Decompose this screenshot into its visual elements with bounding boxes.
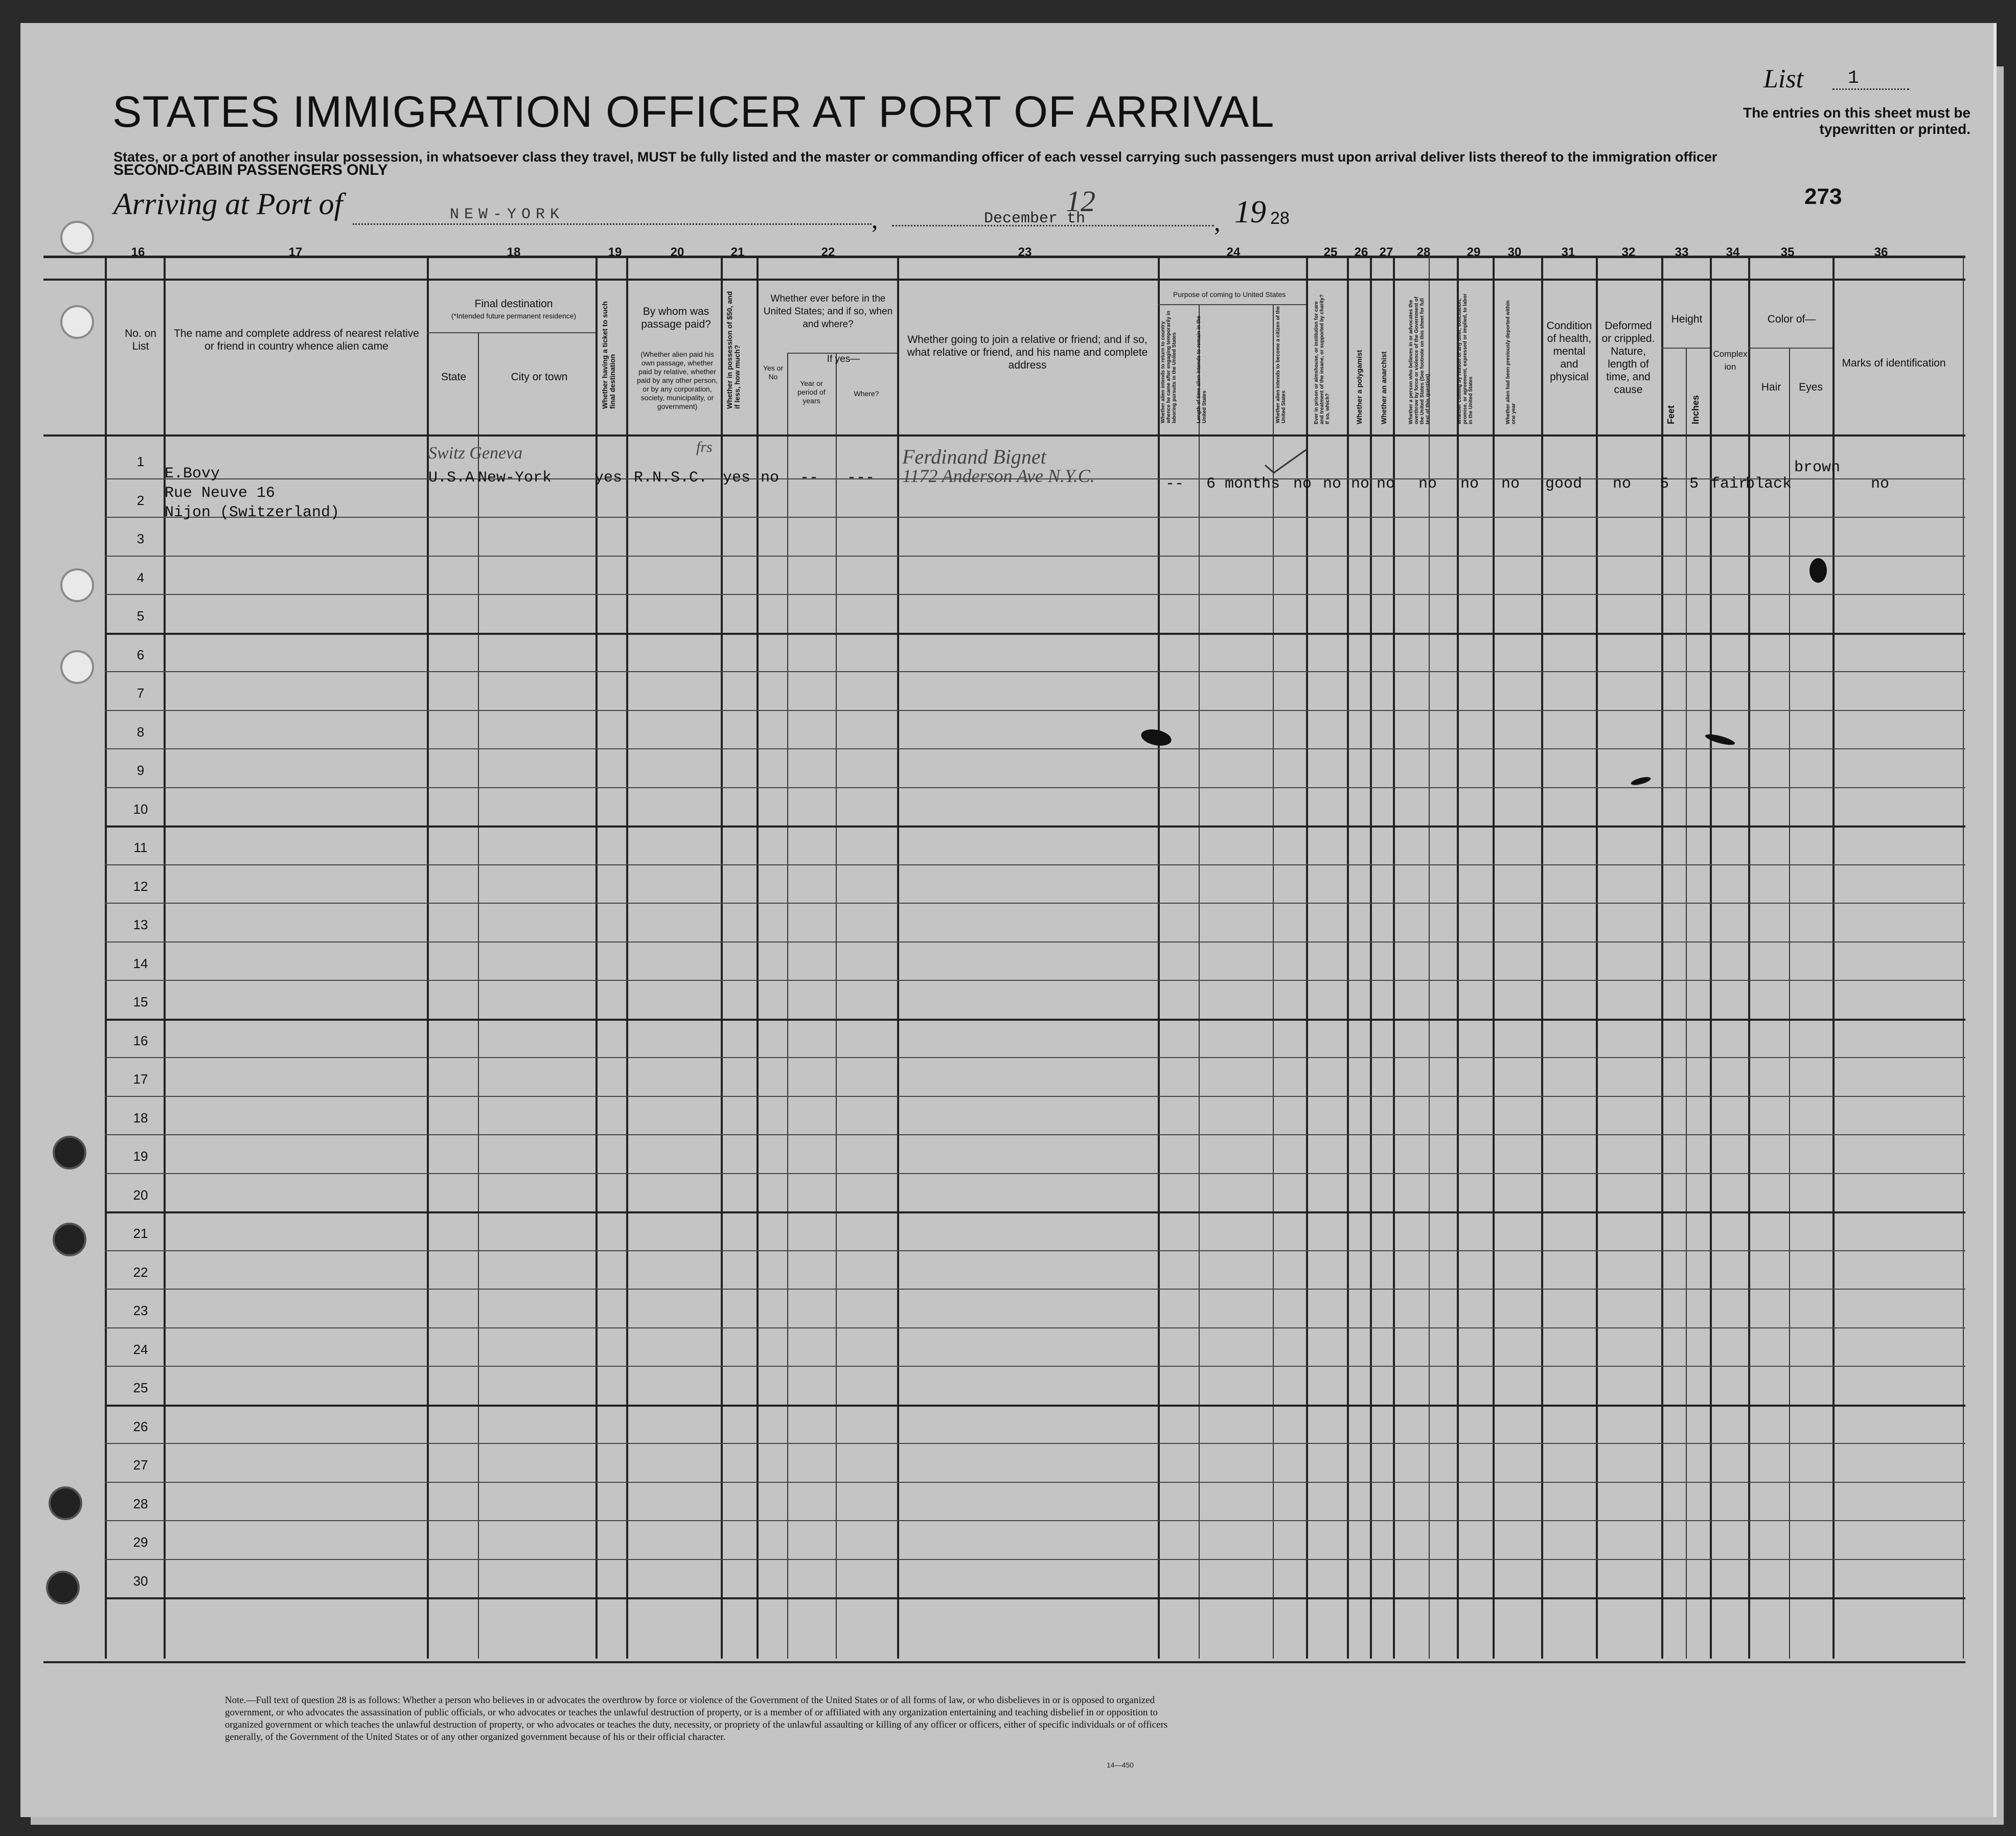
- header-inches: Inches: [1690, 395, 1701, 424]
- entry-money-handwritten: frs: [696, 439, 713, 455]
- row-number: 22: [133, 1265, 148, 1280]
- column-number: 32: [1621, 245, 1636, 259]
- header-deformed: Deformed or crippled. Nature, length of time, and cause: [1601, 320, 1655, 396]
- row-number: 23: [133, 1303, 148, 1318]
- column-rule: [1661, 256, 1663, 1659]
- row-rule: [105, 980, 1965, 981]
- row-number: 18: [133, 1110, 148, 1126]
- entry-complexion: fair: [1711, 475, 1748, 493]
- header-possession-50: Whether in possession of $50, and if less, how much?: [725, 291, 741, 409]
- column-rule: [721, 256, 723, 1659]
- entry-address-line-1: Rue Neuve 16: [165, 485, 276, 502]
- form-title: STATES IMMIGRATION OFFICER AT PORT OF ARRIVAL: [112, 87, 1275, 136]
- row-number: 21: [133, 1226, 148, 1241]
- comma: ,: [872, 205, 878, 234]
- column-rule: [787, 353, 788, 1659]
- entry-before-us: no: [761, 469, 780, 487]
- port-line: [353, 223, 872, 225]
- row-number: 5: [136, 608, 145, 624]
- entry-destination-handwritten: Switz Geneva: [428, 444, 523, 463]
- header-purpose: Purpose of coming to United States: [1173, 290, 1286, 299]
- column-rule: [1963, 256, 1964, 1659]
- header-yes-or-no: Yes or No: [763, 364, 784, 381]
- row-rule: [105, 517, 1965, 518]
- column-number: 17: [288, 245, 303, 259]
- row-rule: [105, 787, 1965, 788]
- row-number: 15: [133, 994, 148, 1009]
- entry-years: --: [800, 469, 819, 487]
- row-number: 29: [133, 1534, 148, 1550]
- header-state: State: [441, 371, 467, 383]
- comma: ,: [1214, 208, 1221, 236]
- row-rule: [105, 1482, 1965, 1483]
- column-number: 22: [821, 245, 835, 259]
- row-number: 6: [136, 647, 145, 662]
- header-hair: Hair: [1761, 381, 1781, 393]
- form-instructions: States, or a port of another insular possession, in whatsoever class they travel, MUST be fully listed and the master or commanding officer of each vessel carrying such passengers must upon arrival deliver lists thereof to the immigration officer: [113, 149, 1717, 165]
- entry-length-of-stay: 6 months: [1206, 475, 1280, 493]
- row-rule: [105, 748, 1965, 749]
- column-number: 19: [608, 245, 622, 259]
- entry-health: good: [1545, 475, 1583, 493]
- column-number: 26: [1354, 245, 1368, 259]
- column-number: 27: [1379, 245, 1393, 259]
- sheet-number: 273: [1804, 184, 1842, 209]
- date-typed: December th: [984, 210, 1086, 227]
- entry-polygamist: no: [1351, 475, 1370, 493]
- row-number: 1: [136, 454, 145, 469]
- row-rule: [105, 1597, 1965, 1599]
- row-rule: [105, 1405, 1965, 1407]
- header-before-us: Whether ever before in the United States; and if so, when and where?: [763, 293, 893, 330]
- column-rule: [1273, 304, 1274, 1659]
- row-rule: [105, 710, 1965, 711]
- header-marks: Marks of identification: [1842, 357, 1946, 369]
- column-rule: [1457, 256, 1459, 1659]
- column-rule: [1493, 256, 1495, 1659]
- header-anarchist: Whether an anarchist: [1380, 351, 1388, 424]
- entry-citizen: no: [1293, 475, 1312, 493]
- binder-hole: [60, 221, 94, 255]
- header-color-of: Color of—: [1767, 313, 1816, 325]
- row-number: 10: [133, 801, 148, 817]
- row-number: 26: [133, 1419, 148, 1434]
- column-number: 18: [507, 245, 521, 259]
- row-number: 3: [136, 531, 145, 546]
- header-overthrow: Whether a person who believes in or advocates the overthrow by force or violence of the Government of the United States (See footnote on this sheet for full text of this question): [1408, 296, 1431, 424]
- row-rule: [105, 633, 1965, 635]
- entry-prison: no: [1323, 475, 1342, 493]
- row-rule: [43, 434, 1965, 437]
- header-deported: Whether alien had been previously deported within one year: [1505, 300, 1517, 424]
- form-number: 14—450: [1107, 1761, 1134, 1769]
- entry-contract-labor: no: [1460, 475, 1479, 493]
- row-number: 14: [133, 956, 148, 971]
- column-number: 31: [1561, 245, 1575, 259]
- header-feet: Feet: [1666, 405, 1676, 424]
- row-rule: [1661, 348, 1710, 349]
- column-rule: [478, 332, 479, 1659]
- entry-city: New-York: [478, 469, 552, 487]
- column-number: 21: [730, 245, 745, 259]
- row-number: 7: [136, 685, 145, 701]
- row-rule: [105, 1134, 1965, 1135]
- header-final-destination-note: (*Intended future permanent residence): [451, 312, 577, 320]
- entry-has-50: yes: [723, 469, 751, 487]
- row-rule: [105, 1289, 1965, 1290]
- entry-where: ---: [847, 469, 875, 487]
- row-number: 27: [133, 1457, 148, 1473]
- row-rule: [105, 1366, 1965, 1367]
- column-rule: [1429, 256, 1430, 1659]
- row-rule: [105, 1057, 1965, 1058]
- row-number: 4: [136, 570, 145, 585]
- list-number: 1: [1832, 67, 1909, 90]
- entry-name: E.Bovy: [165, 465, 220, 483]
- column-number: 25: [1323, 245, 1338, 259]
- column-rule: [836, 353, 837, 1659]
- column-rule: [1199, 304, 1200, 1659]
- column-rule: [1596, 256, 1598, 1659]
- column-number: 35: [1780, 245, 1795, 259]
- passenger-class: SECOND-CABIN PASSENGERS ONLY: [113, 162, 388, 178]
- row-rule: [105, 1250, 1965, 1251]
- header-eyes: Eyes: [1799, 381, 1823, 393]
- row-rule: [105, 825, 1965, 828]
- header-join-relative: Whether going to join a relative or friend; and if so, what relative or friend, and his name and complete address: [907, 334, 1148, 371]
- date-handwritten: 12: [1066, 185, 1095, 218]
- column-number: 16: [131, 245, 145, 259]
- row-rule: [43, 279, 1965, 281]
- column-number: 28: [1416, 245, 1431, 259]
- header-where: Where?: [854, 389, 879, 398]
- header-final-destination: Final destination: [474, 298, 553, 310]
- row-number: 20: [133, 1187, 148, 1203]
- column-rule: [595, 256, 598, 1659]
- entry-hair: black: [1746, 475, 1792, 493]
- header-prison: Ever in prison or almshouse, or institution for care and treatment of the insane, or supported by charity? If so, which?: [1314, 294, 1331, 424]
- header-length-of-stay: Length of time alien intends to remain in the United States: [1196, 315, 1207, 423]
- header-health: Condition of health, mental and physical: [1546, 320, 1592, 383]
- entry-feet: 5: [1660, 475, 1669, 493]
- entry-inches: 5: [1689, 475, 1699, 493]
- column-rule: [1710, 256, 1712, 1659]
- row-number: 16: [133, 1033, 148, 1048]
- row-rule: [105, 594, 1965, 595]
- row-rule: [427, 332, 595, 333]
- entry-deformed: no: [1613, 475, 1632, 493]
- column-rule: [1393, 256, 1395, 1659]
- column-rule: [1347, 256, 1349, 1659]
- row-number: 25: [133, 1380, 148, 1395]
- column-number: 20: [670, 245, 684, 259]
- row-number: 30: [133, 1573, 148, 1589]
- column-number: 24: [1226, 245, 1241, 259]
- row-rule: [105, 903, 1965, 904]
- row-rule: [105, 864, 1965, 865]
- ink-blot: [1809, 558, 1827, 583]
- column-number: 23: [1018, 245, 1032, 259]
- header-city: City or town: [511, 371, 568, 383]
- row-rule: [105, 1443, 1965, 1444]
- row-rule: [105, 1019, 1965, 1021]
- footnote-question-28: Note.—Full text of question 28 is as follows: Whether a person who believes in or advocates the overthrow by force or violence of the Government of the United States or of all forms of law, or who disbelieves in or is opposed to organized government, or who advocates the assassination of public officials, or who advocates or teaches the unlawful destruction of property, or is a member of or affiliated with any organization entertaining and teaching disbelief in or opposition to organized government or which teaches the unlawful destruction of property, or who advocates or teaches the duty, necessity, or propriety of the unlawful assaulting or killing of any officer or officers, either of specific individuals or of officers generally, of the Government of the United States or of any other organized government because of his or their official character.: [225, 1695, 1168, 1742]
- header-return-intent: Whether alien intends to return to country whence he came after engaging temporarily in laboring pursuits in the United States: [1160, 310, 1177, 423]
- entry-state: U.S.A.: [428, 469, 484, 487]
- row-number: 24: [133, 1342, 148, 1357]
- column-rule: [626, 256, 628, 1659]
- header-polygamist: Whether a polygamist: [1355, 350, 1363, 424]
- column-rule: [427, 256, 429, 1659]
- entry-address-line-2: Nijon (Switzerland): [165, 504, 340, 521]
- row-number: 2: [136, 493, 145, 508]
- row-rule: [105, 1327, 1965, 1328]
- row-rule: [1748, 348, 1832, 349]
- check-mark: [1263, 447, 1309, 478]
- column-rule: [1370, 256, 1372, 1659]
- row-rule: [105, 1520, 1965, 1521]
- entry-passage-paid-by: R.N.S.C.: [634, 469, 708, 487]
- column-rule: [105, 256, 107, 1659]
- column-rule: [1789, 348, 1790, 1659]
- row-rule: [1158, 304, 1306, 305]
- header-contract-labor: Whether coming by reason of any offer, solicitation, promise, or agreement, expressed or implied, to labor in the United States: [1457, 293, 1474, 424]
- entry-anarchist: no: [1377, 475, 1395, 493]
- row-number: 17: [133, 1071, 148, 1087]
- header-citizen: Whether alien intends to become a citizen of the United States: [1275, 306, 1287, 423]
- row-rule: [105, 1559, 1965, 1560]
- column-rule: [1686, 348, 1687, 1659]
- row-number: 13: [133, 917, 148, 932]
- entries-note: The entries on this sheet must be typewritten or printed.: [1743, 105, 1971, 137]
- entry-join-relative-address: 1172 Anderson Ave N.Y.C.: [902, 466, 1095, 486]
- row-number: 19: [133, 1149, 148, 1164]
- column-number: 36: [1874, 245, 1888, 259]
- entry-ticket: yes: [594, 469, 623, 487]
- row-number: 11: [133, 840, 148, 855]
- row-number: 8: [136, 724, 145, 740]
- list-label: List: [1763, 64, 1804, 94]
- entry-marks: no: [1871, 475, 1890, 493]
- column-rule: [1541, 256, 1543, 1659]
- entry-return-intent: --: [1165, 475, 1184, 493]
- port-value: NEW-YORK: [450, 206, 565, 223]
- header-complexion: Complexion: [1713, 349, 1748, 372]
- column-rule: [757, 256, 759, 1659]
- header-years: Year or period of years: [797, 379, 826, 405]
- column-number: 30: [1507, 245, 1522, 259]
- header-passage-paid: By whom was passage paid?: [641, 306, 711, 330]
- year-prefix: 19: [1234, 195, 1266, 230]
- header-relative-address: The name and complete address of nearest relative or friend in country whence alien came: [174, 328, 419, 352]
- column-number: 34: [1726, 245, 1740, 259]
- row-rule: [105, 1096, 1965, 1097]
- row-rule: [105, 671, 1965, 672]
- header-if-yes: If yes—: [827, 354, 860, 364]
- entry-join-relative-name: Ferdinand Bignet: [902, 445, 1046, 468]
- row-rule: [105, 1211, 1965, 1213]
- header-ticket: Whether having a ticket to such final destination: [601, 301, 616, 409]
- row-number: 9: [136, 763, 145, 778]
- year-suffix: 28: [1270, 209, 1290, 228]
- entry-deported: no: [1501, 475, 1520, 493]
- column-rule: [1748, 256, 1750, 1659]
- row-number: 12: [133, 879, 148, 894]
- arriving-label: Arriving at Port of: [113, 187, 343, 221]
- header-height: Height: [1671, 313, 1703, 325]
- column-number: 29: [1467, 245, 1481, 259]
- header-no-on-list: No. on List: [125, 328, 156, 352]
- row-number: 28: [133, 1496, 148, 1511]
- header-passage-paid-note: (Whether alien paid his own passage, whether paid by relative, whether paid by any other person, or by any corporation, society, municipality, or government): [637, 350, 718, 410]
- row-rule: [105, 1173, 1965, 1174]
- entry-eyes: brown: [1794, 459, 1841, 476]
- entry-overthrow: no: [1418, 475, 1437, 493]
- column-rule: [1158, 256, 1160, 1659]
- row-rule: [105, 556, 1965, 557]
- row-rule: [105, 942, 1965, 943]
- column-number: 33: [1675, 245, 1689, 259]
- column-rule: [897, 256, 899, 1659]
